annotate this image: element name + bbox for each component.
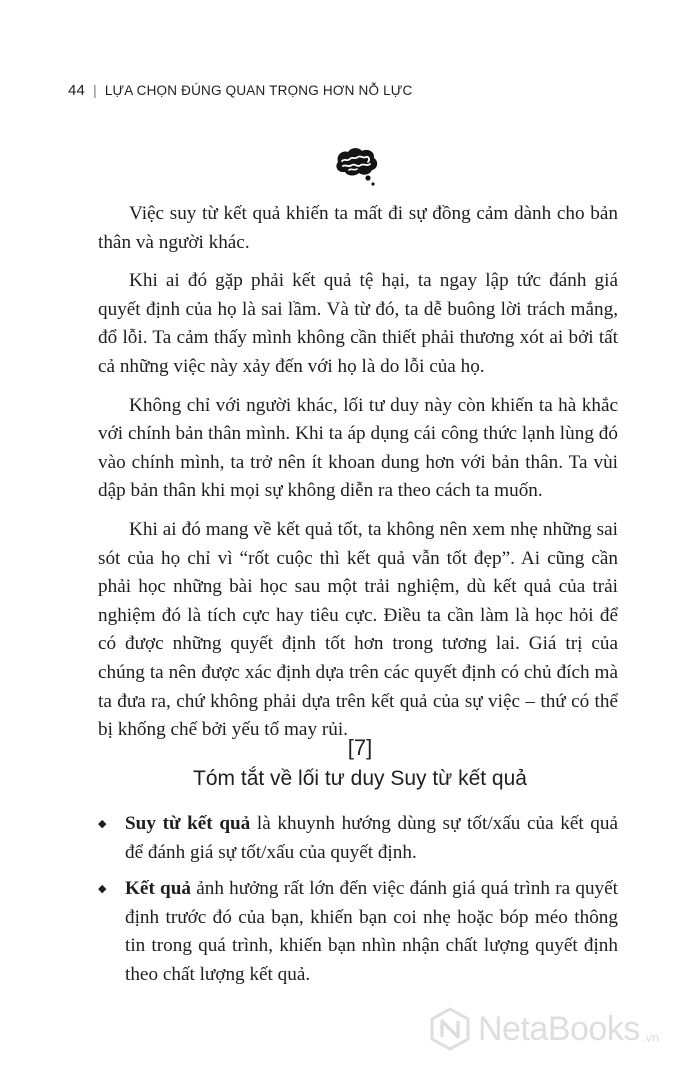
list-item (98, 875, 618, 989)
bullet-text: ảnh hưởng rất lớn đến việc đánh giá quá trình ra quyết định trước đó của bạn, khiến bạn coi nhẹ hoặc bóp méo thông tin trong quá trình, khiến bạn nhìn nhận chất lượng quyết định theo chất lượng kết quả. (125, 878, 618, 985)
bullet-text: là khuynh hướng dùng sự tốt/xấu của kết quả để đánh giá sự tốt/xấu của quyết định. (125, 813, 619, 863)
watermark-suffix: .vn (641, 1030, 660, 1045)
section-heading (60, 734, 660, 794)
paragraph: Việc suy từ kết quả khiến ta mất đi sự đồng cảm dành cho bản thân và người khác. (98, 203, 618, 253)
summary-list (98, 810, 618, 998)
running-title: LỰA CHỌN ĐÚNG QUAN TRỌNG HƠN NỖ LỰC (104, 83, 413, 98)
watermark-brand: NetaBooks (478, 1009, 640, 1048)
body-text (98, 200, 618, 755)
list-item (98, 810, 618, 867)
header-separator: | (93, 83, 97, 98)
running-header (68, 82, 412, 99)
page-number: 44 (68, 82, 86, 99)
netabooks-logo-icon (428, 1007, 472, 1051)
section-title: Tóm tắt về lối tư duy Suy từ kết quả (193, 767, 527, 790)
watermark (428, 1007, 659, 1051)
paragraph: Khi ai đó mang về kết quả tốt, ta không nên xem nhẹ những sai sót của họ chỉ vì “rốt cuộc thì kết quả vẫn tốt đẹp”. Ai cũng cần phải học những bài học sau một trải nghiệm, dù kết quả của trải nghiệm đó là tích cực hay tiêu cực. Điều ta cần làm là học hỏi để có được những quyết định tốt hơn trong tương lai. Giá trị của chúng ta nên được xác định dựa trên các quyết định có chủ đích mà ta đưa ra, chứ không phải dựa trên kết quả của sự việc – thứ có thể bị khống chế bởi yếu tố may rủi. (98, 518, 618, 741)
diamond-bullet-icon: ◆ (98, 818, 107, 830)
paragraph: Khi ai đó gặp phải kết quả tệ hại, ta ngay lập tức đánh giá quyết định của họ là sai lầm. Và từ đó, ta dễ buông lời trách mắng, đổ lỗi. Ta cảm thấy mình không cần thiết phải thương xót ai bởi tất cả những việc này xảy đến với họ là do lỗi của họ. (98, 270, 618, 377)
diamond-bullet-icon: ◆ (98, 883, 107, 896)
bullet-term: Kết quả (125, 878, 191, 900)
brain-thought-bubble-icon (332, 146, 382, 188)
bullet-term: Suy từ kết quả (125, 813, 251, 834)
paragraph: Không chỉ với người khác, lối tư duy này còn khiến ta hà khắc với chính bản thân mình. Khi ta áp dụng cái công thức lạnh lùng đó vào chính mình, ta trở nên ít khoan dung hơn với bản thân. Ta vùi dập bản thân khi mọi sự không diễn ra theo cách ta muốn. (98, 394, 618, 502)
section-number: [7] (347, 735, 373, 760)
